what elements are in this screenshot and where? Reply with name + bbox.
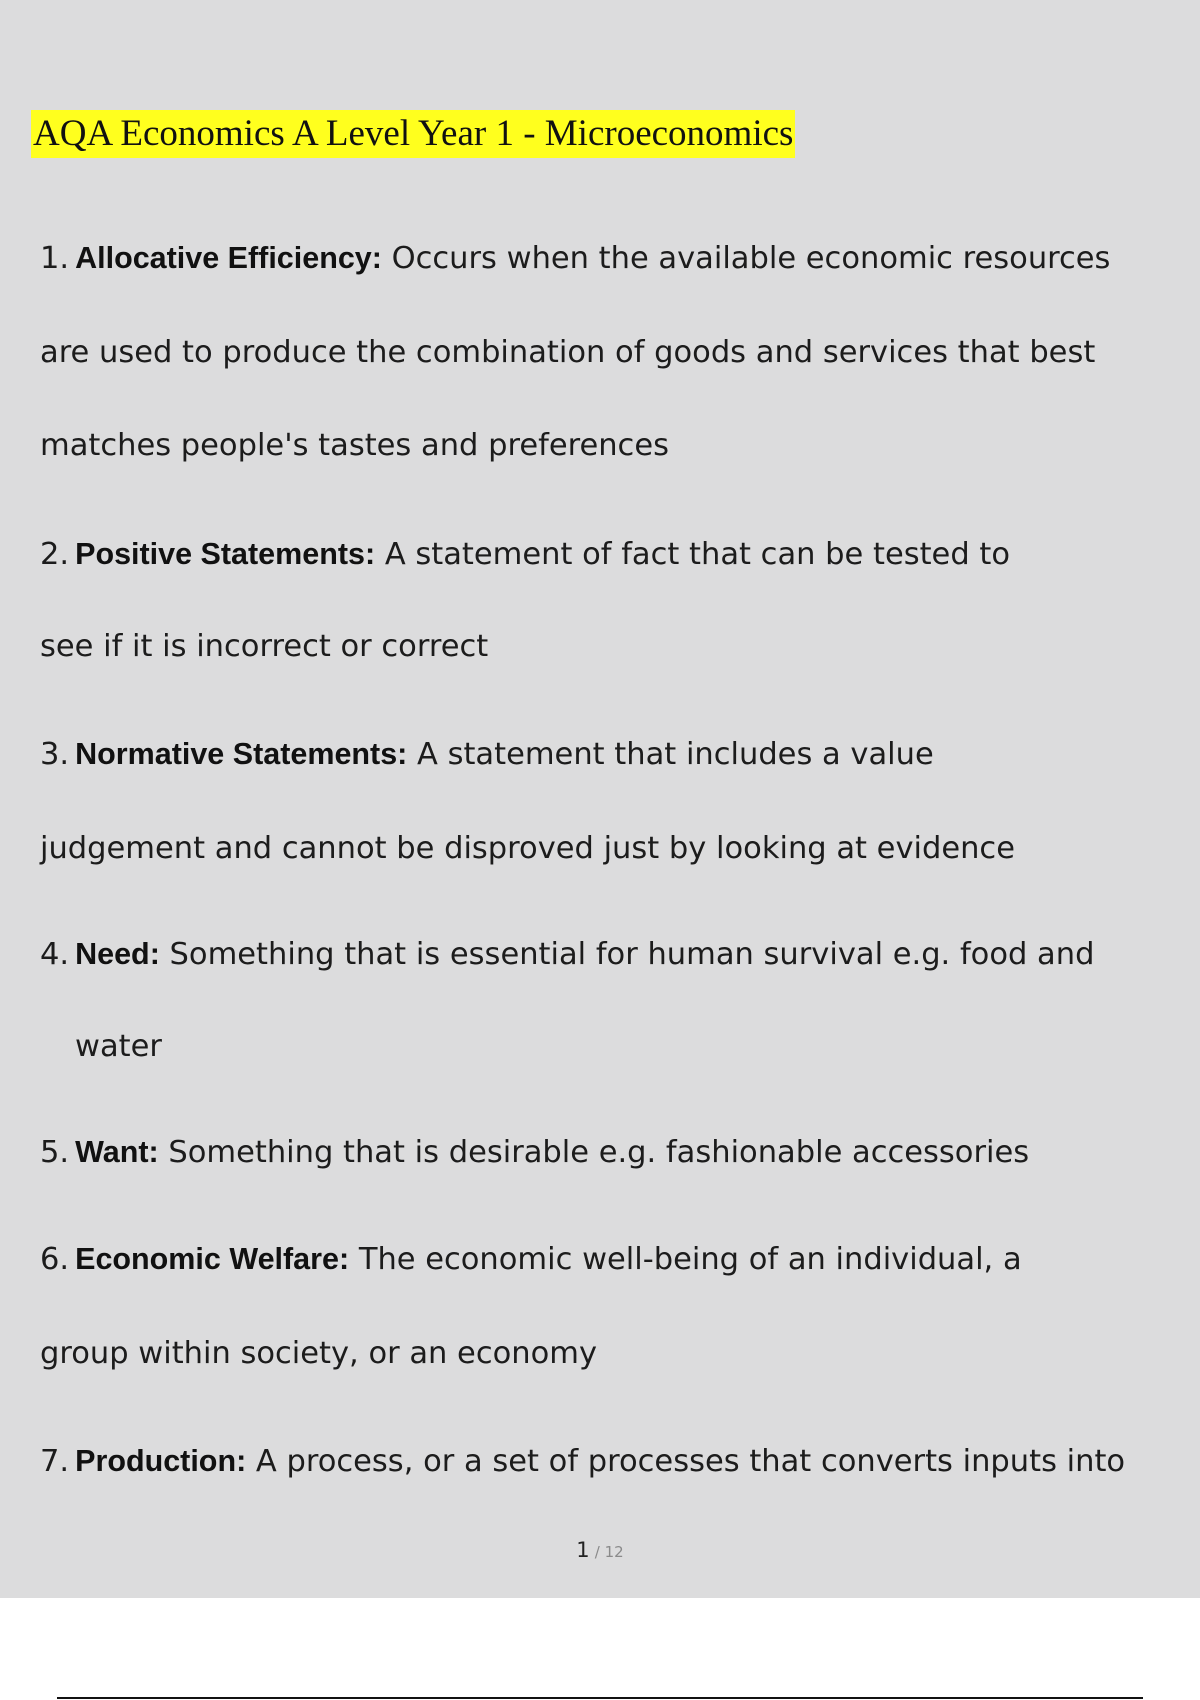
current-page: 1	[576, 1538, 590, 1562]
item-definition-text: A statement of fact that can be tested to	[375, 537, 1010, 572]
list-item	[40, 1132, 1029, 1173]
item-continuation-line: are used to produce the combination of goods and services that best	[40, 335, 1096, 370]
page-number	[0, 1538, 1200, 1562]
item-term: Allocative Efficiency:	[75, 241, 382, 275]
item-number: 4.	[40, 937, 70, 972]
document-title: AQA Economics A Level Year 1 - Microeconomics	[31, 110, 795, 158]
item-term: Positive Statements:	[75, 537, 376, 571]
item-definition-text: Something that is essential for human survival e.g. food and	[159, 937, 1095, 972]
item-number: 3.	[40, 737, 70, 772]
page-divider	[57, 1697, 1143, 1699]
total-pages: / 12	[594, 1543, 624, 1561]
item-term: Normative Statements:	[75, 737, 408, 771]
item-continuation-line: judgement and cannot be disproved just by looking at evidence	[40, 831, 1015, 866]
item-term: Want:	[75, 1135, 159, 1169]
item-term: Production:	[75, 1444, 247, 1478]
list-item	[40, 534, 1010, 575]
item-number: 5.	[40, 1135, 70, 1170]
item-continuation-line: matches people's tastes and preferences	[40, 428, 669, 463]
item-term: Economic Welfare:	[75, 1242, 350, 1276]
item-number: 7.	[40, 1444, 70, 1479]
item-continuation-line: water	[75, 1029, 162, 1064]
item-definition-text: A process, or a set of processes that converts inputs into	[246, 1444, 1126, 1479]
item-term: Need:	[75, 937, 160, 971]
item-definition-text: Something that is desirable e.g. fashionable accessories	[158, 1135, 1030, 1170]
item-continuation-line: group within society, or an economy	[40, 1336, 597, 1371]
item-definition-text: A statement that includes a value	[407, 737, 934, 772]
list-item	[40, 934, 1094, 975]
item-definition-text: Occurs when the available economic resources	[381, 241, 1111, 276]
item-number: 2.	[40, 537, 70, 572]
list-item	[40, 1239, 1022, 1280]
list-item	[40, 1441, 1125, 1482]
item-number: 6.	[40, 1242, 70, 1277]
item-number: 1.	[40, 241, 70, 276]
item-definition-text: The economic well-being of an individual, a	[349, 1242, 1022, 1277]
item-continuation-line: see if it is incorrect or correct	[40, 629, 489, 664]
list-item	[40, 734, 934, 775]
list-item	[40, 238, 1110, 279]
